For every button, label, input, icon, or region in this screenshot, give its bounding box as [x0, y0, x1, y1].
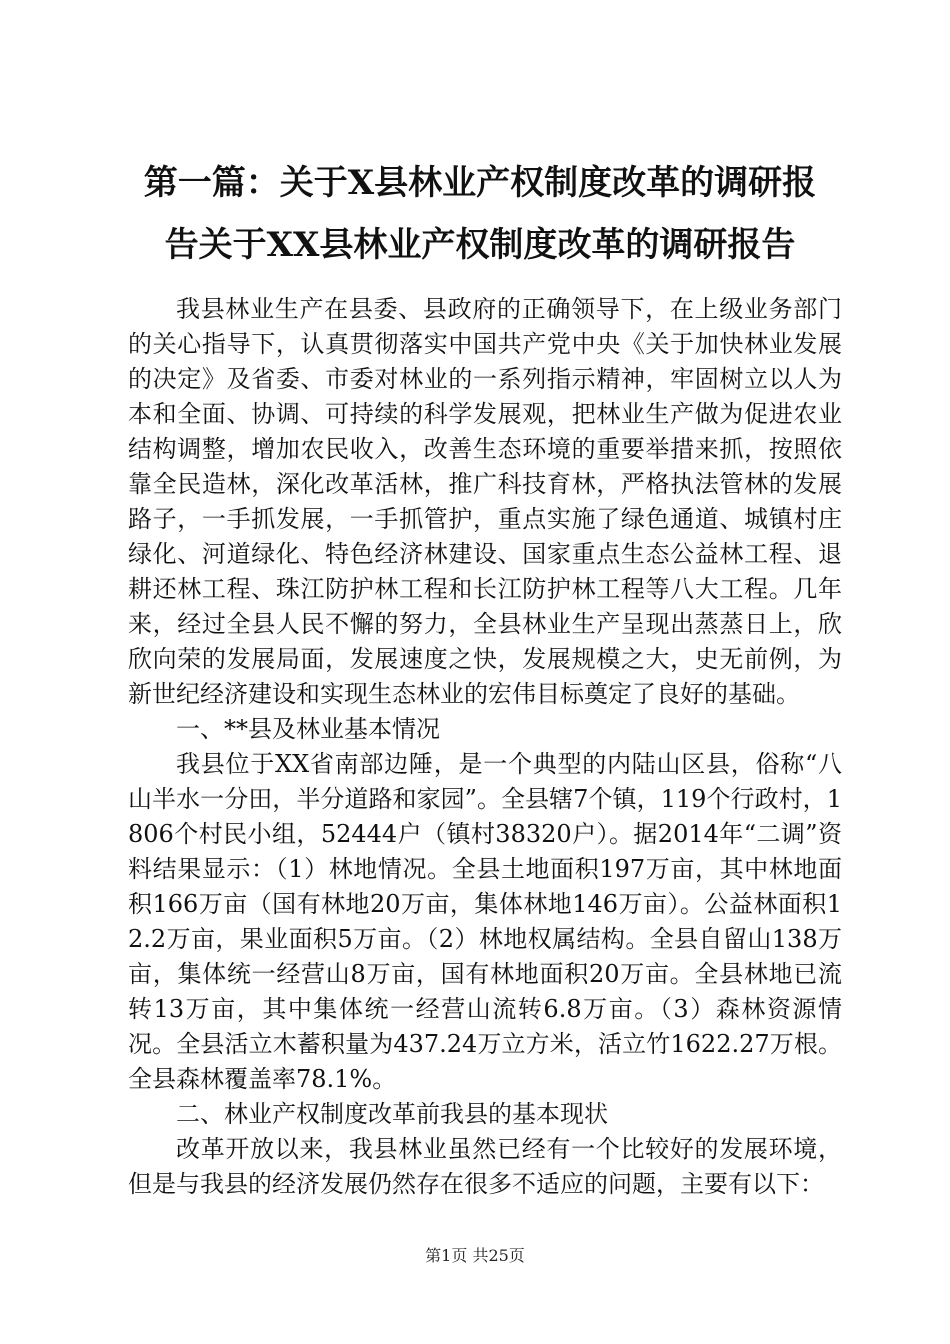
section-heading-1: 一、**县及林业基本情况 [176, 715, 440, 743]
intro-paragraph: 我县林业生产在县委、县政府的正确领导下，在上级业务部门的关心指导下，认真贯彻落实中国共产党中央《关于加快林业发展的决定》及省委、市委对林业的一系列指示精神，牢固树立以人为本和全面、协调、可持续的科学发展观，把林业生产做为促进农业结构调整，增加农民收入，改善生态环境的重要举措来抓，按照依靠全民造林，深化改革活林，推广科技育林，严格执法管林的发展路子，一手抓发展，一手抓管护，重点实施了绿色通道、城镇村庄绿化、河道绿化、特色经济林建设、国家重点生态公益林工程、退耕还林工程、珠江防护林工程和长江防护林工程等八大工程。几年来，经过全县人民不懈的努力，全县林业生产呈现出蒸蒸日上，欣欣向荣的发展局面，发展速度之快，发展规模之大，史无前例，为新世纪经济建设和实现生态林业的宏伟目标奠定了良好的基础。 [128, 295, 842, 708]
section-2-paragraph: 改革开放以来，我县林业虽然已经有一个比较好的发展环境，但是与我县的经济发展仍然存在很多不适应的问题，主要有以下： [128, 1135, 842, 1198]
document-title-line-1: 第一篇：关于X县林业产权制度改革的调研报 [143, 163, 817, 203]
document-body [128, 292, 842, 1202]
section-1-paragraph: 我县位于XX省南部边陲，是一个典型的内陆山区县，俗称“八山半水一分田，半分道路和家园”。全县辖7个镇，119个行政村，1806个村民小组，52444户（镇村38320户）。据2014年“二调”资料结果显示：（1）林地情况。全县土地面积197万亩，其中林地面积166万亩（国有林地20万亩，集体林地146万亩）。公益林面积12.2万亩，果业面积5万亩。（2）林地权属结构。全县自留山138万亩，集体统一经营山8万亩，国有林地面积20万亩。全县林地已流转13万亩，其中集体统一经营山流转6.8万亩。（3）森林资源情况。全县活立木蓄积量为437.24万立方米，活立竹1622.27万根。全县森林覆盖率78.1%。 [128, 750, 842, 1093]
document-title-line-2: 告关于XX县林业产权制度改革的调研报告 [164, 225, 796, 265]
page-number-footer: 第1页 共25页 [425, 1246, 525, 1265]
section-heading-2: 二、林业产权制度改革前我县的基本现状 [176, 1100, 608, 1128]
